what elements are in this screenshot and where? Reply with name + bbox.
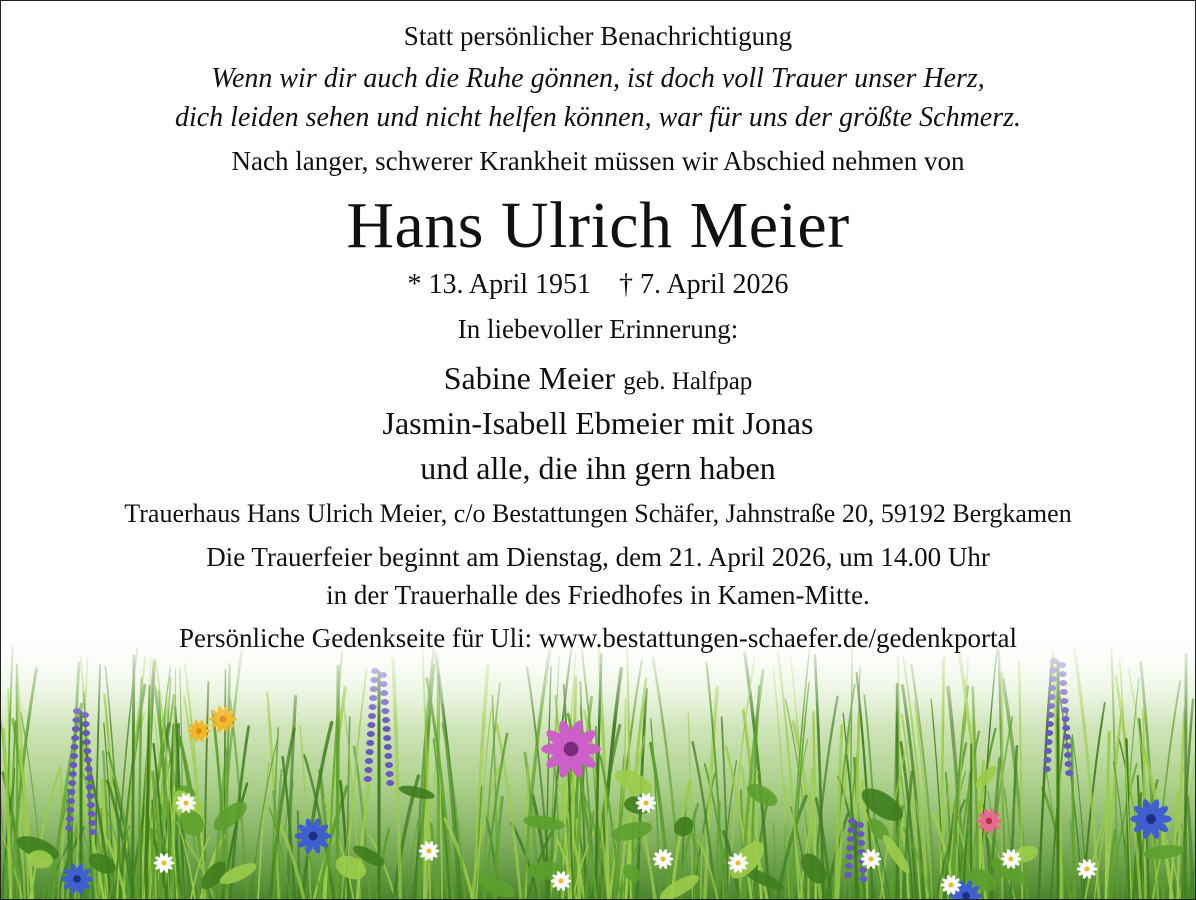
wildflower-meadow-image (1, 631, 1195, 900)
memory-line: In liebevoller Erinnerung: (457, 314, 739, 344)
verse-line-2: dich leiden sehen und nicht helfen können, war für uns der größte Schmerz. (174, 102, 1022, 133)
life-dates (1, 269, 1195, 301)
birth-date: * 13. April 1951 (407, 269, 591, 300)
maiden-name-note: geb. Halfpap (623, 368, 753, 395)
service-line-1: Die Trauerfeier beginnt am Dienstag, dem 21. April 2026, um 14.00 Uhr (206, 542, 990, 572)
family-line-3: und alle, die ihn gern haben (420, 450, 776, 486)
farewell-intro: Nach langer, schwerer Krankheit müssen wir Abschied nehmen von (231, 146, 965, 176)
family-line-1 (1, 360, 1195, 397)
verse-line-1: Wenn wir dir auch die Ruhe gönnen, ist doch voll Trauer unser Herz, (211, 63, 985, 94)
deceased-name: Hans Ulrich Meier (346, 189, 850, 262)
notice-header: Statt persönlicher Benachrichtigung (403, 21, 793, 51)
family-member-name: Sabine Meier (443, 360, 616, 396)
death-date: † 7. April 2026 (619, 269, 789, 300)
mourning-address: Trauerhaus Hans Ulrich Meier, c/o Bestattungen Schäfer, Jahnstraße 20, 59192 Bergkamen (124, 499, 1072, 528)
memorial-website: Persönliche Gedenkseite für Uli: www.bestattungen-schaefer.de/gedenkportal (179, 623, 1017, 653)
service-line-2: in der Trauerhalle des Friedhofes in Kamen-Mitte. (326, 580, 870, 610)
family-line-2: Jasmin-Isabell Ebmeier mit Jonas (382, 405, 814, 441)
